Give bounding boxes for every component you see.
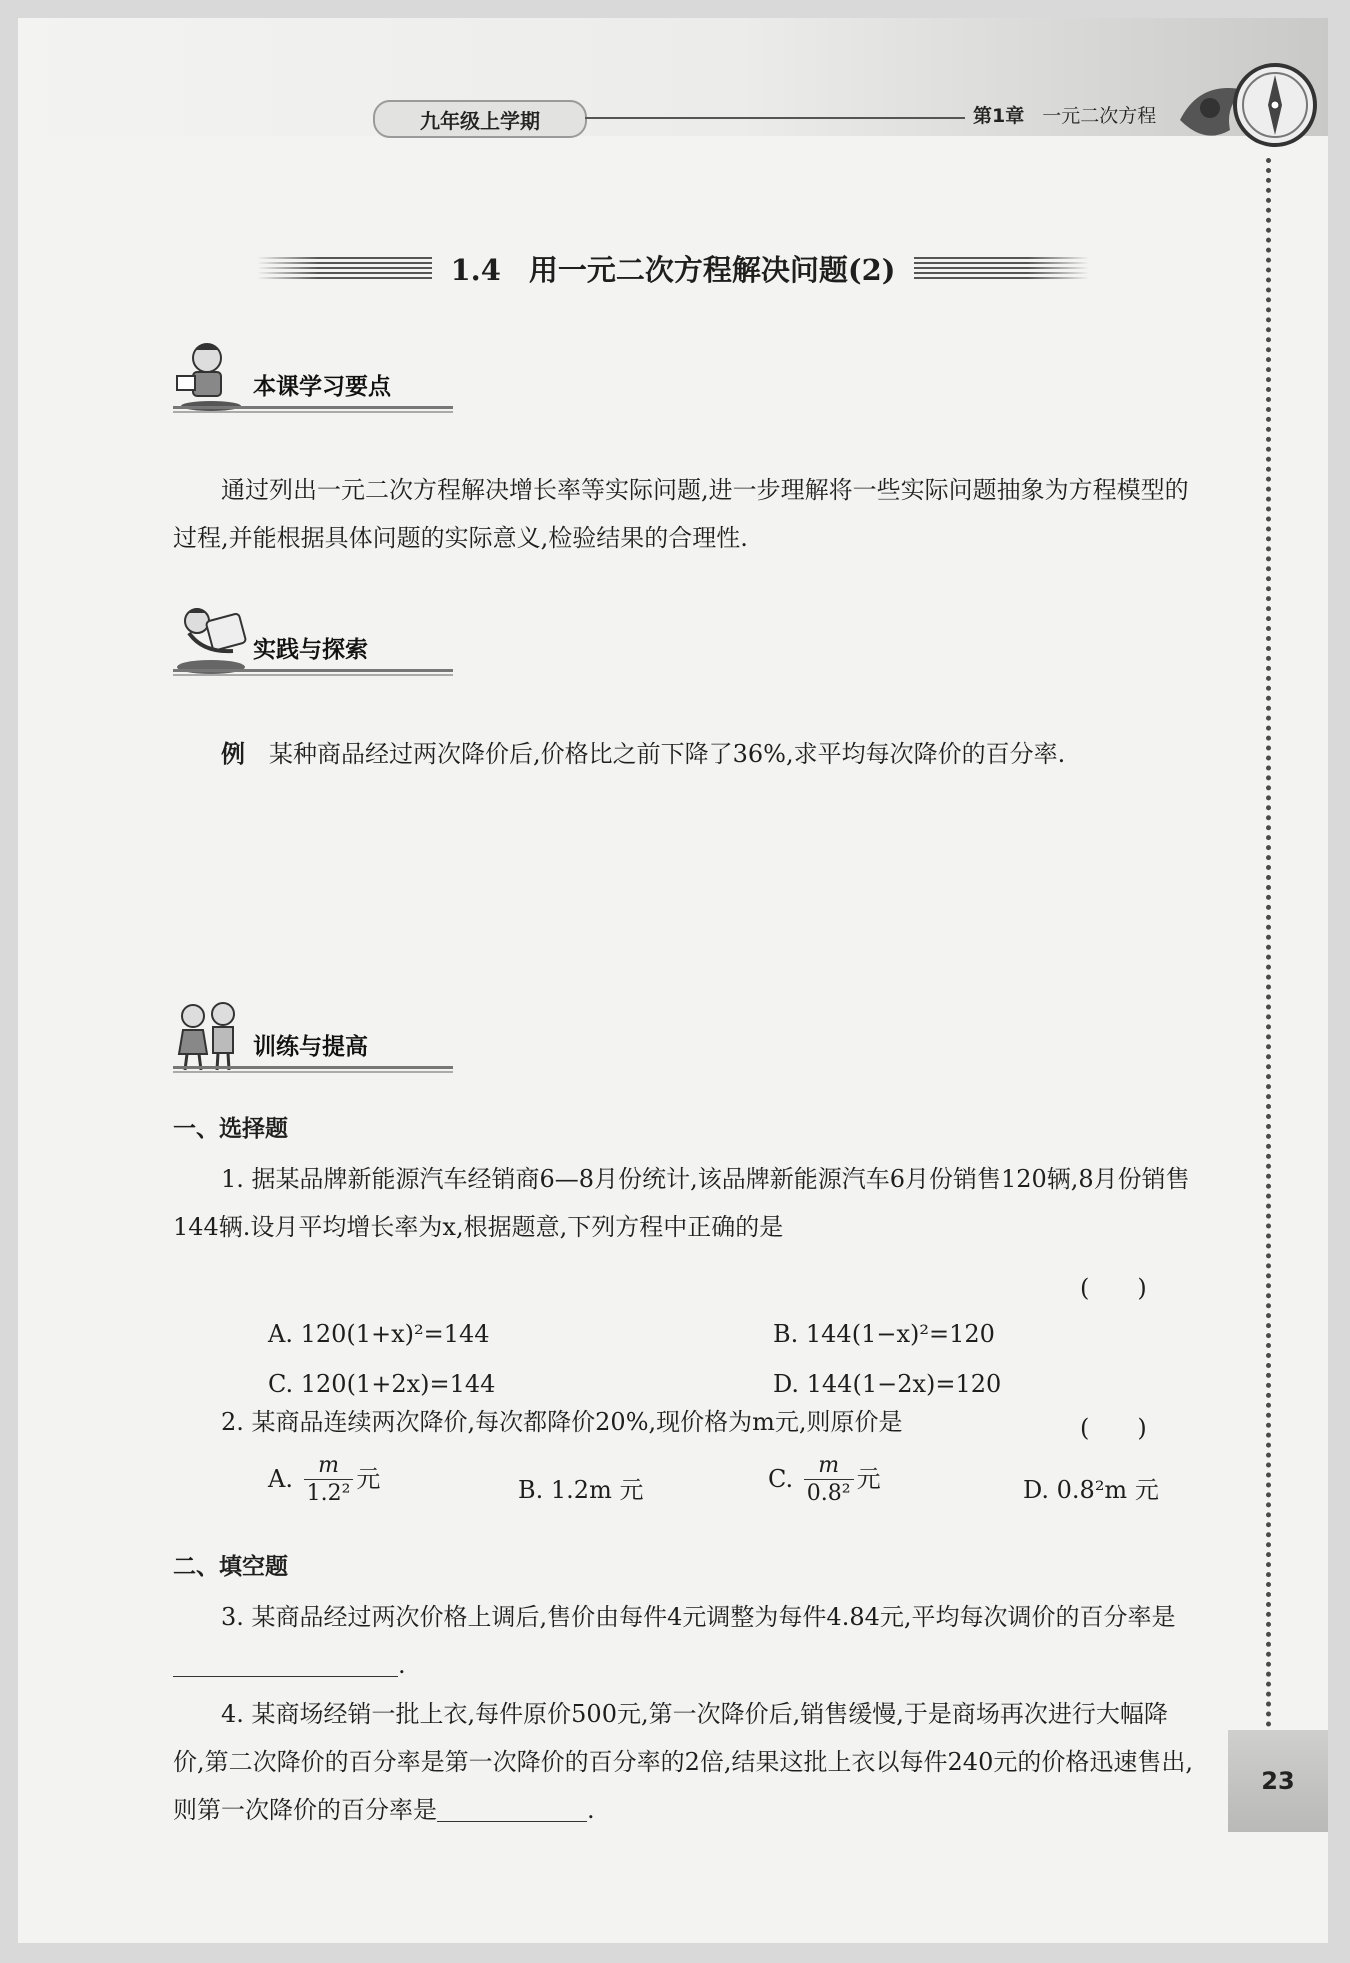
question-1: 1. 据某品牌新能源汽车经销商6—8月份统计,该品牌新能源汽车6月份销售120辆,8月份销售144辆.设月平均增长率为x,根据题意,下列方程中正确的是	[173, 1165, 1190, 1241]
example-text: 某种商品经过两次降价后,价格比之前下降了36%,求平均每次降价的百分率.	[269, 740, 1066, 768]
section-practice	[173, 603, 473, 678]
q2-option-b[interactable]: B. 1.2m 元	[518, 1476, 644, 1504]
question-2: 2. 某商品连续两次降价,每次都降价20%,现价格为m元,则原价是	[221, 1408, 903, 1436]
part1-heading: 一、选择题	[173, 1116, 288, 1142]
section-heading: 实践与探索	[253, 637, 368, 663]
section-heading: 本课学习要点	[253, 374, 391, 400]
answer-blank-q4[interactable]	[437, 1795, 587, 1822]
page	[18, 18, 1328, 1943]
answer-paren-q2[interactable]: ( )	[1080, 1414, 1147, 1442]
q1-option-b[interactable]: B. 144(1−x)²=120	[773, 1320, 995, 1348]
header-rule	[585, 117, 965, 119]
answer-blank-q3[interactable]	[173, 1650, 398, 1677]
answer-paren-q1[interactable]: ( )	[1080, 1274, 1147, 1302]
page-number: 23	[1228, 1730, 1328, 1832]
question-4: 4. 某商场经销一批上衣,每件原价500元,第一次降价后,销售缓慢,于是商场再次进行大幅降价,第二次降价的百分率是第一次降价的百分率的2倍,结果这批上衣以每件240元的价格迅速售出,则第一次降价的百分率是 .	[173, 1700, 1193, 1824]
section-underline	[173, 406, 453, 413]
title-decoration-right	[914, 257, 1089, 279]
section-key-points	[173, 340, 473, 415]
fraction: $\frac{m}{\text{0.8²}}$	[804, 1453, 854, 1508]
lesson-title	[208, 248, 1138, 288]
question-3: 3. 某商品经过两次价格上调后,售价由每件4元调整为每件4.84元,平均每次调价的百分率是.	[173, 1593, 1193, 1689]
q1-option-d[interactable]: D. 144(1−2x)=120	[773, 1370, 1002, 1398]
margin-dotted-line	[1266, 158, 1271, 1738]
q2-option-c[interactable]: C. $\frac{m}{\text{0.8²}}$ 元	[768, 1453, 881, 1506]
example-label: 例	[221, 739, 245, 768]
student-reading-icon	[173, 340, 253, 415]
title-text: 用一元二次方程解决问题(2)	[528, 252, 896, 287]
section-training	[173, 1000, 473, 1075]
section-heading: 训练与提高	[253, 1034, 368, 1060]
key-points-text: 通过列出一元二次方程解决增长率等实际问题,进一步理解将一些实际问题抽象为方程模型的过程,并能根据具体问题的实际意义,检验结果的合理性.	[173, 476, 1189, 552]
fraction: $\frac{m}{\text{1.2²}}$	[304, 1453, 354, 1508]
section-underline	[173, 669, 453, 676]
two-students-icon	[173, 1000, 253, 1075]
grade-badge: 九年级上学期	[373, 100, 587, 138]
compass-mascot-icon	[1170, 50, 1320, 160]
chapter-label: 第1章 一元二次方程	[973, 105, 1157, 127]
q2-option-a[interactable]: A. $\frac{m}{\text{1.2²}}$ 元	[268, 1453, 381, 1506]
q1-option-a[interactable]: A. 120(1+x)²=144	[268, 1320, 490, 1348]
q1-option-c[interactable]: C. 120(1+2x)=144	[268, 1370, 496, 1398]
title-decoration-left	[257, 257, 432, 279]
part2-heading: 二、填空题	[173, 1554, 288, 1580]
section-underline	[173, 1066, 453, 1073]
q2-option-d[interactable]: D. 0.8²m 元	[1023, 1476, 1159, 1504]
title-number: 1.4	[450, 252, 501, 287]
example-problem	[173, 730, 1193, 778]
student-sliding-icon	[173, 603, 253, 678]
